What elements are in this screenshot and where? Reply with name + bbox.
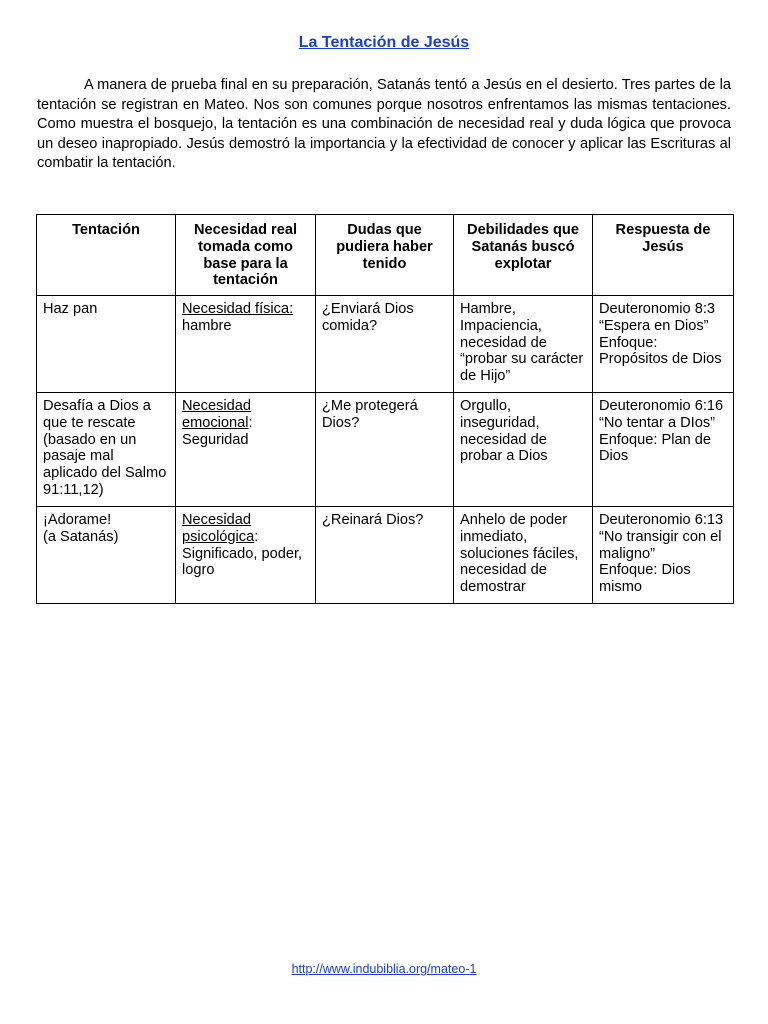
tentacion-text: Haz pan [43,301,98,317]
cell-tentacion [37,507,176,604]
document-title: La Tentación de Jesús [298,34,470,51]
cell-respuesta [593,393,734,507]
cell-debilidades: Anhelo de poder inmediato, soluciones fáciles, necesidad de demostrar [454,507,593,604]
tentacion-text: Desafía a Dios a que te rescate (basado en un pasaje mal aplicado del Salmo 91:11,12) [43,398,167,498]
respuesta-text: Deuteronomio 6:16 “No tentar a DIos” [599,398,724,431]
enfoque-text: Enfoque: Dios mismo [599,562,691,596]
cell-necesidad: Necesidad psicológica: Significado, poder, logro [176,507,316,604]
cell-respuesta [593,507,734,604]
tentacion-note: (a Satanás) [43,528,119,545]
table-row [37,393,734,507]
header-dudas: Dudas que pudiera haber tenido [316,215,454,296]
header-debilidades: Debilidades que Satanás buscó explotar [454,215,593,296]
cell-dudas: ¿Enviará Dios comida? [316,296,454,393]
cell-respuesta [593,296,734,393]
cell-debilidades: Orgullo, inseguridad, necesidad de probar a Dios [454,393,593,507]
header-tentacion: Tentación [37,215,176,296]
necesidad-value: Significado, poder, logro [182,545,303,579]
necesidad-value: hambre [182,317,232,334]
cell-necesidad: Necesidad emocional: Seguridad [176,393,316,507]
necesidad-label: Necesidad psicológica [182,512,255,545]
table-row [37,296,734,393]
cell-necesidad [176,296,316,393]
necesidad-label: Necesidad física: [182,301,294,317]
cell-tentacion [37,393,176,507]
temptation-table [36,214,734,604]
necesidad-value: Seguridad [182,431,249,448]
cell-debilidades: Hambre, Impaciencia, necesidad de “probar su carácter de Hijo” [454,296,593,393]
cell-dudas: ¿Me protegerá Dios? [316,393,454,507]
cell-dudas: ¿Reinará Dios? [316,507,454,604]
necesidad-label: Necesidad emocional [182,398,251,431]
respuesta-text: Deuteronomio 6:13 “No transigir con el maligno” [599,512,724,562]
intro-paragraph: A manera de prueba final en su preparación, Satanás tentó a Jesús en el desierto. Tres partes de la tentación se registran en Mateo. Nos son comunes porque nosotros enfrentamos las mismas tentaciones. Como muestra el bosquejo, la tentación es una combinación de necesidad real y duda lógica que provoca un deseo inapropiado. Jesús demostró la importancia y la efectividad de conocer y aplicar las Escrituras al combatir la tentación. [37,77,731,171]
respuesta-text: Deuteronomio 8:3 “Espera en Dios” [599,301,716,334]
table-row [37,507,734,604]
header-necesidad: Necesidad real tomada como base para la tentación [176,215,316,296]
enfoque-text: Enfoque: Plan de Dios [599,431,711,465]
enfoque-text: Enfoque: Propósitos de Dios [599,334,722,368]
footer-link[interactable]: http://www.indubiblia.org/mateo-1 [291,962,477,976]
cell-tentacion [37,296,176,393]
table-header-row [37,215,734,296]
header-respuesta: Respuesta de Jesús [593,215,734,296]
tentacion-text: ¡Adorame! [43,512,112,528]
